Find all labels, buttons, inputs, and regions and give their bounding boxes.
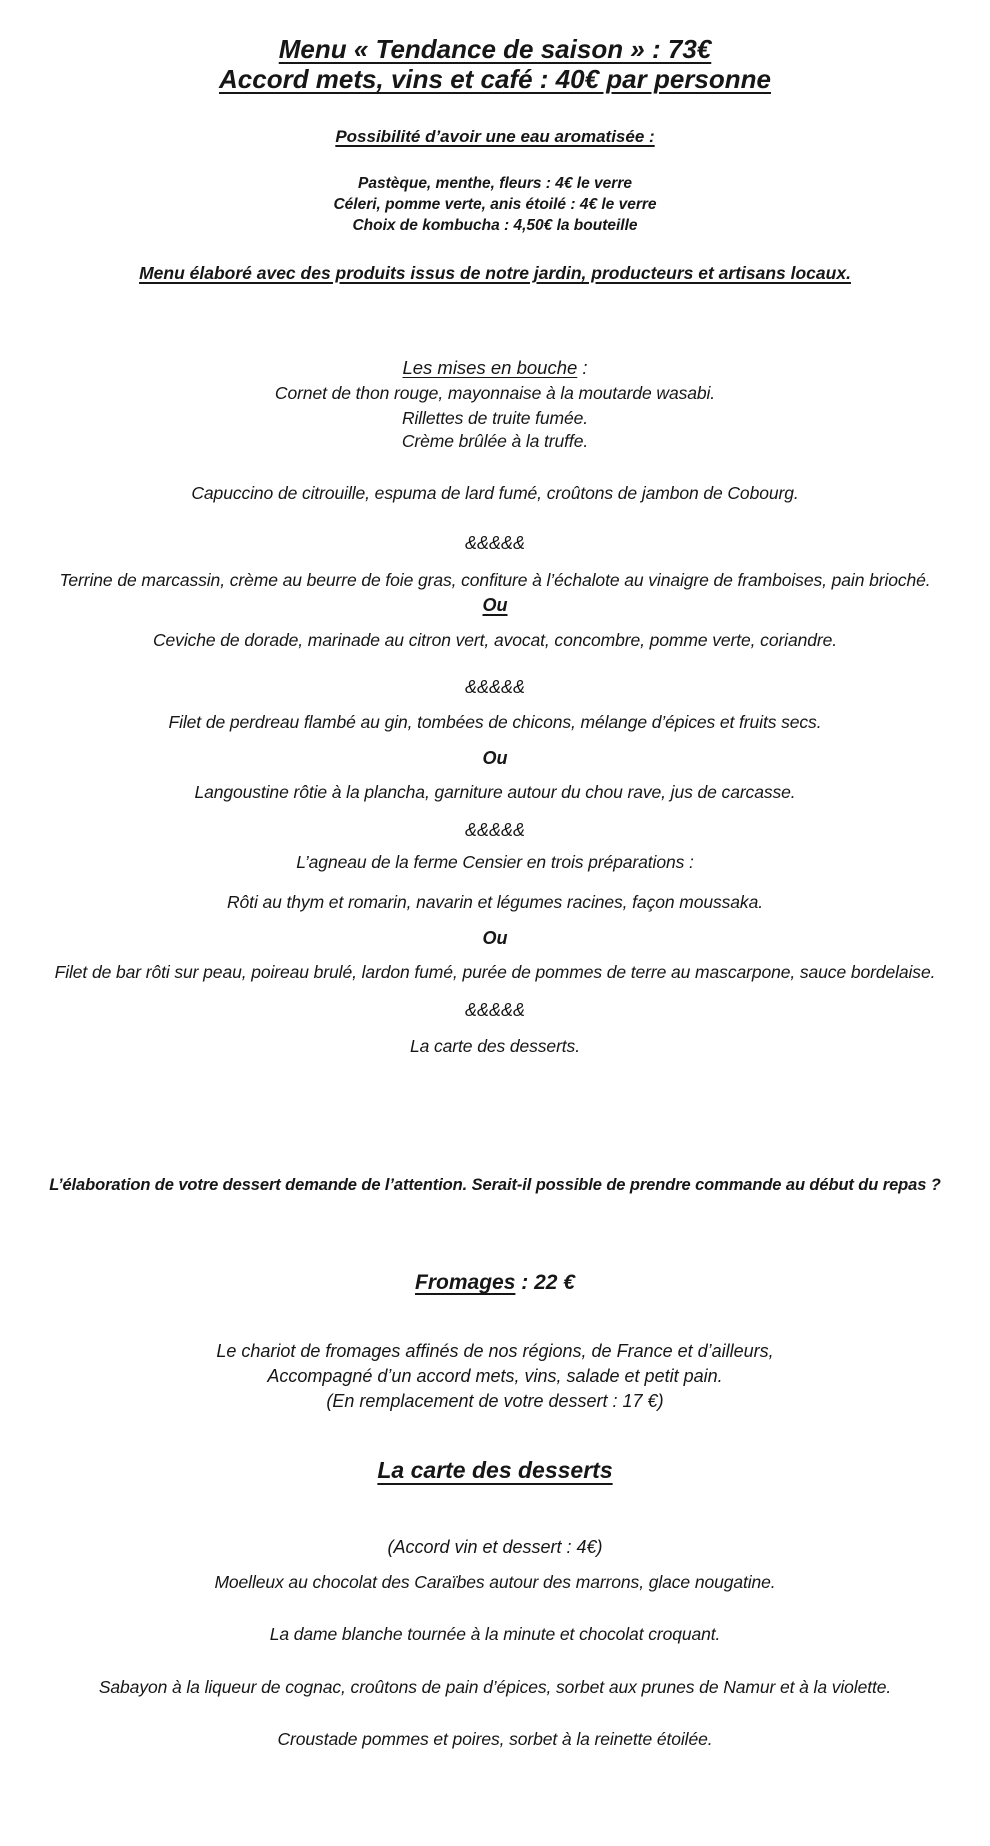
water-option: Choix de kombucha : 4,50€ la bouteille xyxy=(352,217,638,234)
starter-option-a: Terrine de marcassin, crème au beurre de foie gras, confiture à l’échalote au vinaigre de framboises, pain brioché. xyxy=(59,570,931,590)
starter-option-b: Ceviche de dorade, marinade au citron vert, avocat, concombre, pomme verte, coriandre. xyxy=(153,630,837,650)
menu-title: Menu « Tendance de saison » : 73€ xyxy=(278,34,712,64)
menu-document xyxy=(0,34,990,1751)
dessert-order-notice: L’élaboration de votre dessert demande de l’attention. Serait-il possible de prendre commande au début du repas ? xyxy=(49,1176,941,1194)
amuse-extra: Capuccino de citrouille, espuma de lard fumé, croûtons de jambon de Cobourg. xyxy=(191,483,799,503)
or-label: Ou xyxy=(482,928,508,948)
section-separator: &&&&& xyxy=(464,533,526,553)
main-course-option-b: Filet de bar rôti sur peau, poireau brulé, lardon fumé, purée de pommes de terre au mascarpone, sauce bordelaise. xyxy=(54,962,936,982)
section-separator: &&&&& xyxy=(464,1000,526,1020)
cheese-description: Le chariot de fromages affinés de nos régions, de France et d’ailleurs, xyxy=(216,1341,774,1361)
main-course-option-a-intro: L’agneau de la ferme Censier en trois préparations : xyxy=(296,852,694,872)
water-section-heading: Possibilité d’avoir une eau aromatisée : xyxy=(335,127,655,146)
section-separator: &&&&& xyxy=(464,677,526,697)
mid-course-option-a: Filet de perdreau flambé au gin, tombées de chicons, mélange d’épices et fruits secs. xyxy=(168,712,822,732)
cheese-heading-word: Fromages xyxy=(415,1271,516,1294)
amuse-bouche-heading-colon: : xyxy=(577,357,588,378)
cheese-section-heading xyxy=(8,1270,982,1296)
water-option: Pastèque, menthe, fleurs : 4€ le verre xyxy=(358,175,632,192)
amuse-bouche-heading-text: Les mises en bouche xyxy=(402,357,578,378)
desserts-section-heading: La carte des desserts xyxy=(377,1457,613,1483)
main-course-option-a-detail: Rôti au thym et romarin, navarin et légumes racines, façon moussaka. xyxy=(227,892,763,912)
section-separator: &&&&& xyxy=(464,820,526,840)
sourcing-note: Menu élaboré avec des produits issus de notre jardin, producteurs et artisans locaux. xyxy=(139,263,851,283)
dessert-item: Moelleux au chocolat des Caraïbes autour des marrons, glace nougatine. xyxy=(214,1572,776,1592)
cheese-description: Accompagné d’un accord mets, vins, salade et petit pain. xyxy=(267,1366,723,1386)
dessert-wine-pairing: (Accord vin et dessert : 4€) xyxy=(387,1537,603,1557)
amuse-item: Rillettes de truite fumée. xyxy=(401,408,589,428)
cheese-replacement-price: (En remplacement de votre dessert : 17 €) xyxy=(326,1391,664,1411)
water-option: Céleri, pomme verte, anis étoilé : 4€ le verre xyxy=(333,196,657,213)
dessert-item: La dame blanche tournée à la minute et chocolat croquant. xyxy=(269,1624,721,1644)
mid-course-option-b: Langoustine rôtie à la plancha, garniture autour du chou rave, jus de carcasse. xyxy=(194,782,796,802)
or-label: Ou xyxy=(482,595,508,615)
pairing-subtitle: Accord mets, vins et café : 40€ par personne xyxy=(219,64,771,94)
dessert-item: Croustade pommes et poires, sorbet à la reinette étoilée. xyxy=(277,1729,713,1749)
or-label: Ou xyxy=(482,748,508,768)
amuse-bouche-heading xyxy=(8,356,982,380)
cheese-heading-price: : 22 € xyxy=(515,1271,575,1294)
dessert-reference: La carte des desserts. xyxy=(410,1036,580,1056)
dessert-item: Sabayon à la liqueur de cognac, croûtons de pain d’épices, sorbet aux prunes de Namur et à la violette. xyxy=(98,1677,892,1697)
amuse-item: Cornet de thon rouge, mayonnaise à la moutarde wasabi. xyxy=(274,383,716,403)
amuse-item: Crème brûlée à la truffe. xyxy=(401,431,589,451)
